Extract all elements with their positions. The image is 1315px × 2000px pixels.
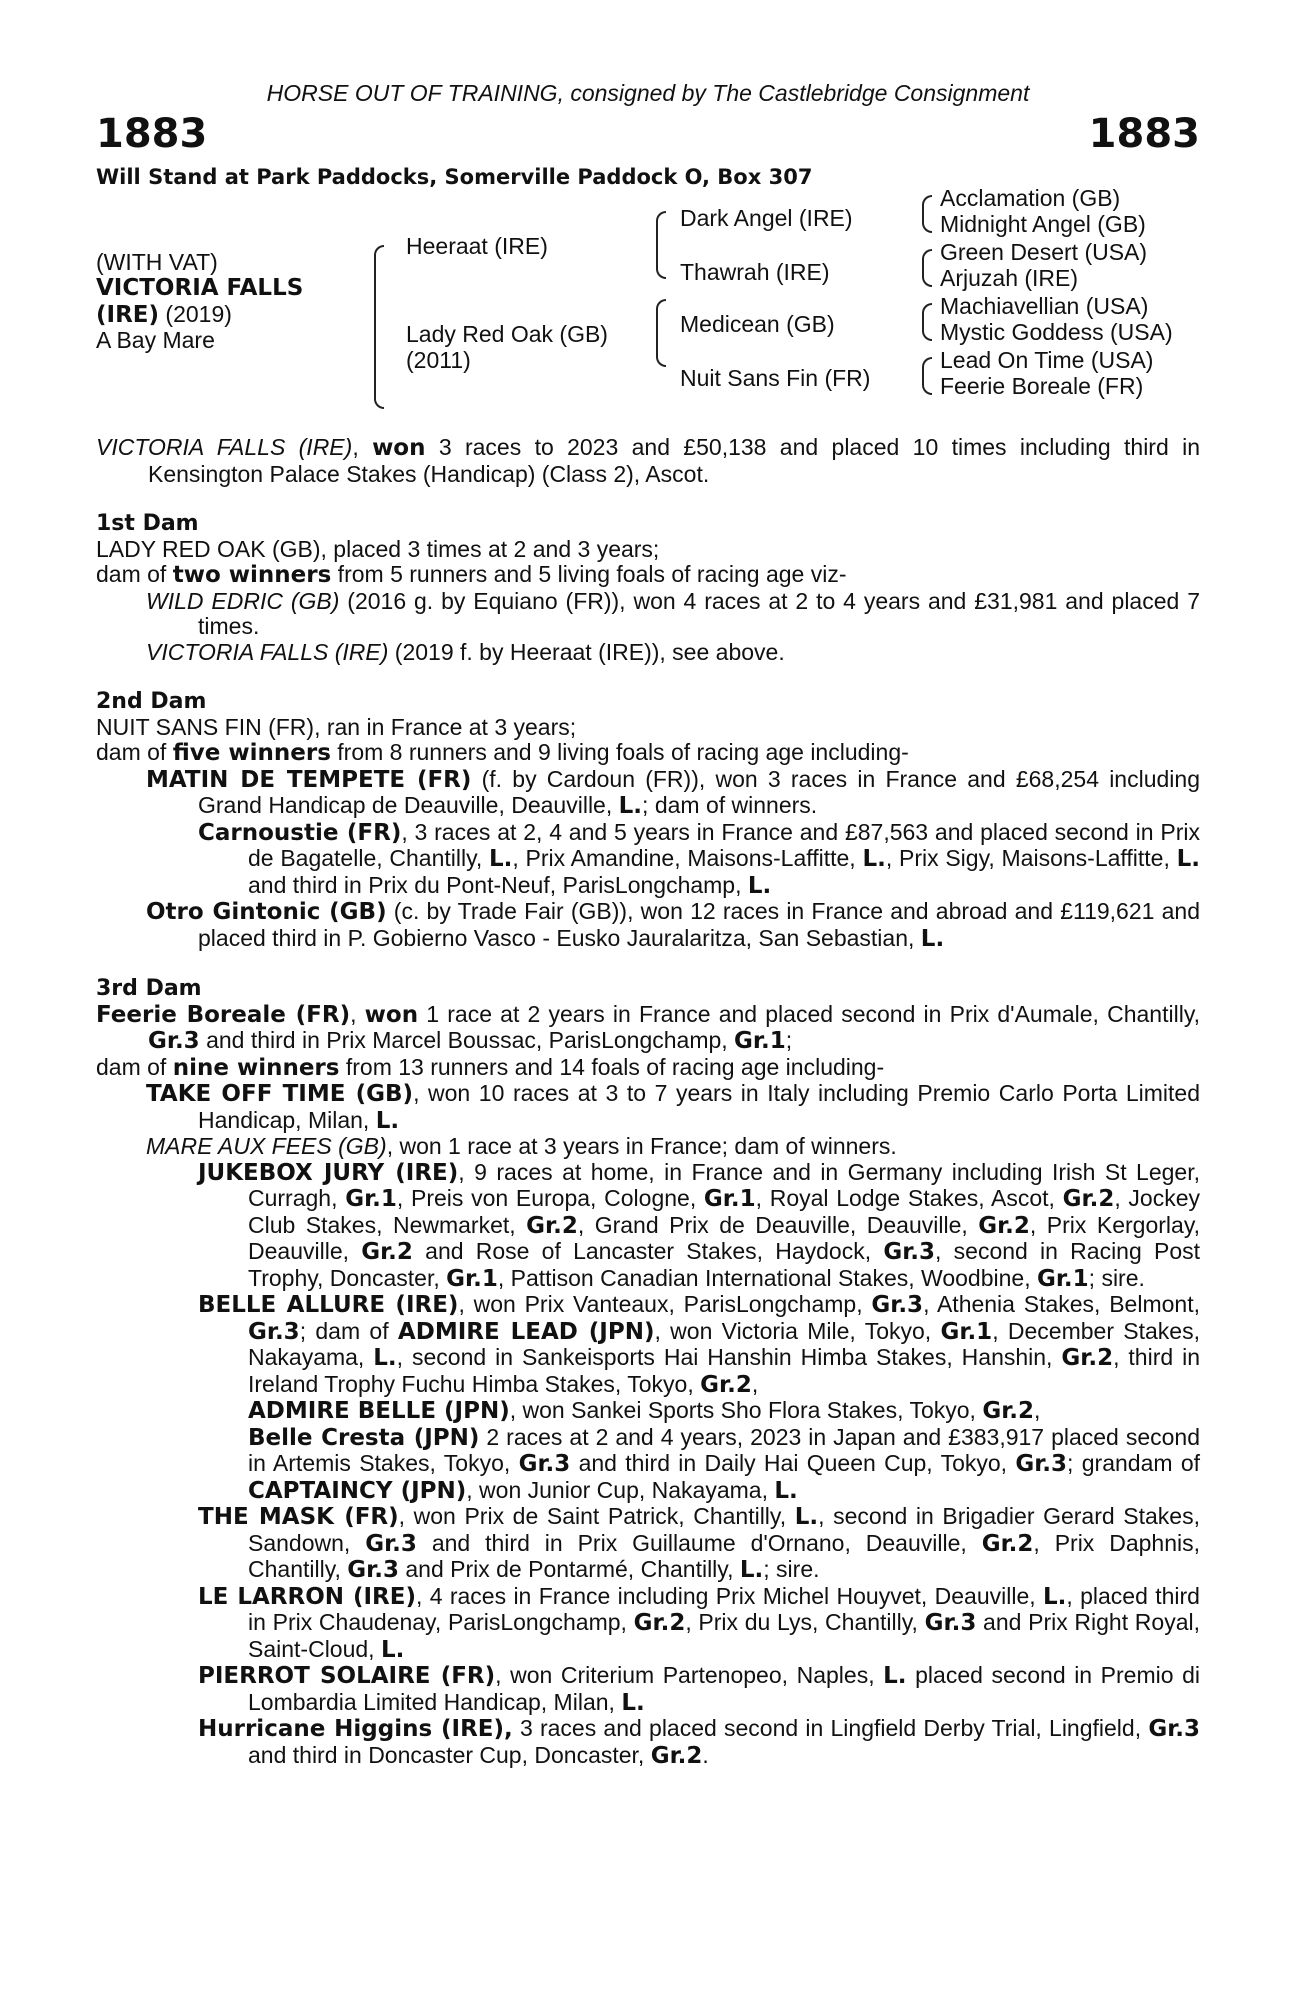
gen2-sire-sire: Dark Angel (IRE) — [680, 205, 853, 231]
third-dam-produce: dam of nine winners from 13 runners and 14 foals of racing age including- — [96, 1053, 885, 1081]
progeny-carnoustie: Carnoustie (FR), 3 races at 2, 4 and 5 years in France and £87,563 and placed second in Prix de Bagatelle, Chantilly, L., Prix Amandine, Maisons-Laffitte, L., Prix Sigy, Maisons-Laffitte, L. and third in Prix du Pont-Neuf, ParisLongchamp, L. — [198, 818, 1200, 899]
gen2-sire-dam: Thawrah (IRE) — [680, 259, 830, 285]
stabling-line: Will Stand at Park Paddocks, Somerville Paddock O, Box 307 — [96, 165, 813, 189]
catalogue-page — [96, 80, 1200, 1769]
first-dam-line: LADY RED OAK (GB), placed 3 times at 2 and 3 years; — [96, 535, 660, 562]
gen3-4: Arjuzah (IRE) — [940, 265, 1079, 291]
progeny-le-larron: LE LARRON (IRE), 4 races in France including Prix Michel Houyvet, Deauville, L., placed third in Prix Chaudenay, ParisLongchamp, Gr.2, Prix du Lys, Chantilly, Gr.3 and Prix Right Royal, Saint-Cloud, L. — [198, 1582, 1200, 1663]
progeny-the-mask: THE MASK (FR), won Prix de Saint Patrick, Chantilly, L., second in Brigadier Gerard Stakes, Sandown, Gr.3 and third in Prix Guillaume d'Ornano, Deauville, Gr.2, Prix Daphnis, Chantilly, Gr.3 and Prix de Pontarmé, Chantilly, L.; sire. — [198, 1503, 1200, 1583]
pedigree-notes — [96, 435, 1200, 1769]
gen3-5: Machiavellian (USA) — [940, 293, 1149, 319]
progeny-wild-edric: WILD EDRIC (GB) (2016 g. by Equiano (FR)), won 4 races at 2 to 4 years and £31,981 and placed 7 times. — [146, 587, 1200, 639]
gen3-8: Feerie Boreale (FR) — [940, 373, 1144, 399]
brace-dam — [656, 299, 666, 367]
lot-number-right: 1883 — [1088, 111, 1200, 157]
brace-g3-4 — [922, 357, 932, 395]
brace-sire — [656, 211, 666, 279]
brace-g3-1 — [922, 195, 932, 233]
gen3-3: Green Desert (USA) — [940, 239, 1148, 265]
third-dam-heading: 3rd Dam — [96, 976, 202, 1001]
second-dam-produce: dam of five winners from 8 runners and 9 living foals of racing age including- — [96, 739, 909, 766]
brace-g3-3 — [922, 303, 932, 341]
horse-description: A Bay Mare — [96, 327, 215, 353]
progeny-take-off-time: TAKE OFF TIME (GB), won 10 races at 3 to 7 years in Italy including Premio Carlo Porta Limited Handicap, Milan, L. — [146, 1080, 1201, 1134]
sire: Heeraat (IRE) — [406, 233, 548, 259]
first-dam-produce: dam of two winners from 5 runners and 5 living foals of racing age viz- — [96, 561, 847, 588]
progeny-victoria-falls: VICTORIA FALLS (IRE) (2019 f. by Heeraat (IRE)), see above. — [146, 638, 785, 665]
third-dam-line: Feerie Boreale (FR), won 1 race at 2 years in France and placed second in Prix d'Aumale, Chantilly, Gr.3 and third in Prix Marcel Boussac, ParisLongchamp, Gr.1; — [96, 1000, 1201, 1054]
brace-gen1 — [374, 245, 384, 409]
progeny-mare-aux-fees: MARE AUX FEES (GB), won 1 race at 3 years in France; dam of winners. — [146, 1133, 897, 1159]
gen3-1: Acclamation (GB) — [940, 185, 1121, 211]
second-dam-heading: 2nd Dam — [96, 689, 207, 714]
second-dam-line: NUIT SANS FIN (FR), ran in France at 3 years; — [96, 713, 577, 740]
race-summary: VICTORIA FALLS (IRE), won 3 races to 2023 and £50,138 and placed 10 times including third in Kensington Palace Stakes (Handicap) (Class 2), Ascot. — [96, 434, 1200, 487]
pedigree-chart — [96, 185, 1200, 411]
brace-g3-2 — [922, 249, 932, 287]
progeny-pierrot-solaire: PIERROT SOLAIRE (FR), won Criterium Partenopeo, Naples, L. placed second in Premio di Lombardia Limited Handicap, Milan, L. — [198, 1662, 1200, 1716]
horse-origin-year: (IRE) (2019) — [96, 301, 232, 328]
dam-year: (2011) — [406, 347, 471, 373]
first-dam-heading: 1st Dam — [96, 511, 199, 536]
progeny-belle-allure: BELLE ALLURE (IRE), won Prix Vanteaux, ParisLongchamp, Gr.3, Athenia Stakes, Belmont, Gr.3; dam of ADMIRE LEAD (JPN), won Victoria Mile, Tokyo, Gr.1, December Stakes, Nakayama, L., second in Sankeisports Hai Hanshin Himba Stakes, Hanshin, Gr.2, third in Ireland Trophy Fuchu Himba Stakes, Tokyo, Gr.2, — [198, 1291, 1200, 1398]
progeny-admire-belle: ADMIRE BELLE (JPN), won Sankei Sports Sho Flora Stakes, Tokyo, Gr.2, — [248, 1397, 1041, 1424]
progeny-hurricane-higgins: Hurricane Higgins (IRE), 3 races and placed second in Lingfield Derby Trial, Lingfield, Gr.3 and third in Doncaster Cup, Doncaster, Gr.2. — [198, 1715, 1201, 1769]
vat-note: (WITH VAT) — [96, 249, 218, 275]
lot-number-row — [96, 111, 1200, 157]
lot-number-left: 1883 — [96, 111, 208, 157]
gen2-dam-sire: Medicean (GB) — [680, 311, 835, 337]
progeny-jukebox-jury: JUKEBOX JURY (IRE), 9 races at home, in France and in Germany including Irish St Leger, Curragh, Gr.1, Preis von Europa, Cologne, Gr.1, Royal Lodge Stakes, Ascot, Gr.2, Jockey Club Stakes, Newmarket, Gr.2, Grand Prix de Deauville, Deauville, Gr.2, Prix Kergorlay, Deauville, Gr.2 and Rose of Lancaster Stakes, Haydock, Gr.3, second in Racing Post Trophy, Doncaster, Gr.1, Pattison Canadian International Stakes, Woodbine, Gr.1; sire. — [198, 1158, 1201, 1292]
gen2-dam-dam: Nuit Sans Fin (FR) — [680, 365, 871, 391]
gen3-2: Midnight Angel (GB) — [940, 211, 1146, 237]
progeny-belle-cresta: Belle Cresta (JPN) 2 races at 2 and 4 years, 2023 in Japan and £383,917 placed second in Artemis Stakes, Tokyo, Gr.3 and third in Daily Hai Queen Cup, Tokyo, Gr.3; grandam of CAPTAINCY (JPN), won Junior Cup, Nakayama, L. — [248, 1423, 1201, 1504]
horse-name: VICTORIA FALLS — [96, 275, 304, 301]
consignor-line: HORSE OUT OF TRAINING, consigned by The Castlebridge Consignment — [266, 80, 1030, 106]
gen3-6: Mystic Goddess (USA) — [940, 319, 1173, 345]
progeny-matin-de-tempete: MATIN DE TEMPETE (FR) (f. by Cardoun (FR)), won 3 races in France and £68,254 including Grand Handicap de Deauville, Deauville, L.; dam of winners. — [146, 765, 1200, 819]
dam: Lady Red Oak (GB) — [406, 321, 608, 347]
gen3-7: Lead On Time (USA) — [940, 347, 1154, 373]
progeny-otro-gintonic: Otro Gintonic (GB) (c. by Trade Fair (GB)), won 12 races in France and abroad and £119,621 and placed third in P. Gobierno Vasco - Eusko Jauralaritza, San Sebastian, L. — [146, 898, 1200, 952]
